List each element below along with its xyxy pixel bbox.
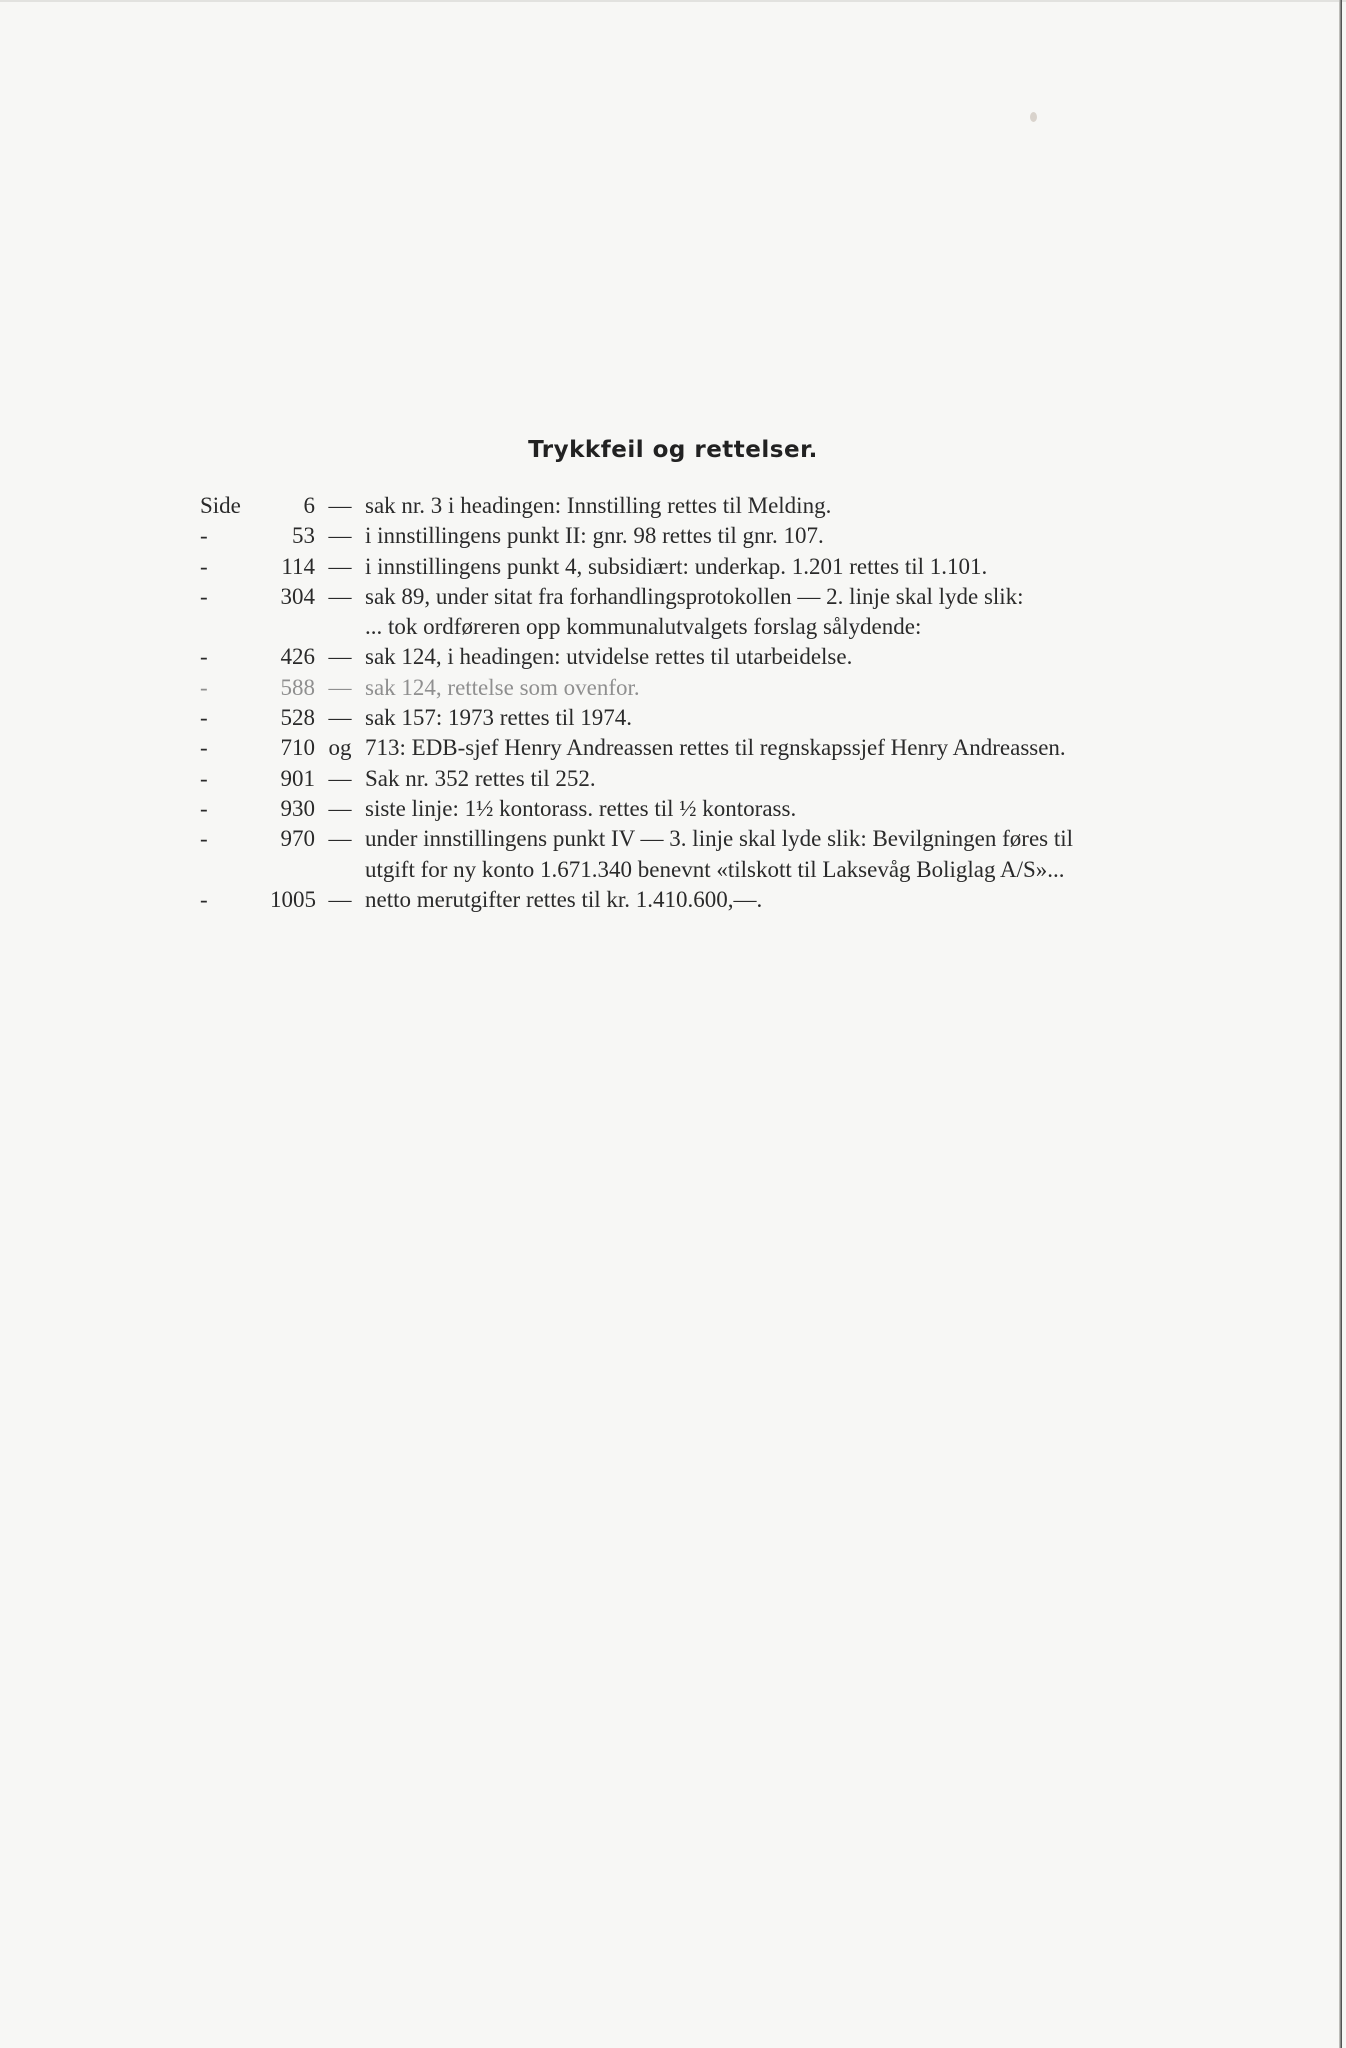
entry-separator: — bbox=[328, 523, 352, 549]
entry-prefix: - bbox=[200, 553, 208, 579]
errata-list bbox=[200, 491, 1260, 915]
errata-entry bbox=[200, 521, 1260, 551]
entry-text: netto merutgifter rettes til kr. 1.410.600,—. bbox=[365, 886, 763, 912]
entry-prefix: - bbox=[200, 735, 208, 761]
entry-page-number: 970 bbox=[280, 826, 315, 852]
errata-entry-continuation bbox=[200, 612, 1260, 642]
entry-separator: — bbox=[328, 493, 352, 518]
entry-text: siste linje: 1½ kontorass. rettes til ½ kontorass. bbox=[365, 795, 797, 821]
entry-page-number: 304 bbox=[280, 583, 315, 609]
entry-prefix: Side bbox=[200, 493, 241, 518]
entry-prefix: - bbox=[200, 523, 208, 549]
entry-prefix: - bbox=[200, 795, 208, 821]
entry-separator: og bbox=[328, 735, 352, 761]
entry-separator: — bbox=[328, 674, 352, 700]
errata-entry bbox=[200, 885, 1260, 915]
entry-page-number: 588 bbox=[280, 674, 315, 700]
entry-prefix: - bbox=[200, 583, 208, 609]
entry-separator: — bbox=[328, 705, 352, 731]
entry-page-number: 6 bbox=[303, 493, 315, 518]
errata-entry bbox=[200, 764, 1260, 794]
entry-page-number: 53 bbox=[292, 523, 315, 549]
errata-entry bbox=[200, 824, 1260, 854]
errata-entry bbox=[200, 673, 1260, 703]
entry-text: i innstillingens punkt II: gnr. 98 rettes til gnr. 107. bbox=[365, 523, 824, 549]
entry-page-number: 901 bbox=[280, 765, 315, 791]
page-right-edge bbox=[1339, 0, 1342, 2048]
entry-text: sak 157: 1973 rettes til 1974. bbox=[365, 705, 633, 731]
errata-entry bbox=[200, 552, 1260, 582]
entry-page-number: 114 bbox=[281, 553, 315, 579]
entry-page-number: 710 bbox=[280, 735, 315, 761]
entry-separator: — bbox=[328, 886, 352, 912]
errata-entry bbox=[200, 733, 1260, 763]
errata-entry bbox=[200, 582, 1260, 612]
entry-text: under innstillingens punkt IV — 3. linje skal lyde slik: Bevilgningen føres til bbox=[365, 826, 1074, 852]
errata-entry bbox=[200, 642, 1260, 672]
errata-entry-continuation bbox=[200, 855, 1260, 885]
entry-prefix: - bbox=[200, 674, 208, 700]
entry-page-number: 426 bbox=[280, 644, 315, 670]
entry-page-number: 528 bbox=[280, 705, 315, 731]
ink-smudge bbox=[1030, 112, 1037, 122]
errata-entry bbox=[200, 703, 1260, 733]
entry-separator: — bbox=[328, 583, 352, 609]
entry-separator: — bbox=[328, 765, 352, 791]
entry-prefix: - bbox=[200, 765, 208, 791]
page-top-edge bbox=[0, 0, 1346, 2]
entry-prefix: - bbox=[200, 705, 208, 731]
entry-text: sak 89, under sitat fra forhandlingsprotokollen — 2. linje skal lyde slik: bbox=[365, 583, 1024, 609]
entry-page-number: 930 bbox=[280, 795, 315, 821]
entry-continuation-text: utgift for ny konto 1.671.340 benevnt «tilskott til Laksevåg Boliglag A/S»... bbox=[365, 856, 1065, 882]
page-title: Trykkfeil og rettelser. bbox=[528, 437, 818, 463]
entry-prefix: - bbox=[200, 644, 208, 670]
entry-separator: — bbox=[328, 644, 352, 670]
entry-text: sak nr. 3 i headingen: Innstilling rettes til Melding. bbox=[365, 493, 832, 518]
entry-continuation-text: ... tok ordføreren opp kommunalutvalgets forslag sålydende: bbox=[365, 614, 922, 640]
entry-prefix: - bbox=[200, 826, 208, 852]
entry-page-number: 1005 bbox=[270, 886, 316, 912]
entry-separator: — bbox=[328, 826, 352, 852]
entry-text: Sak nr. 352 rettes til 252. bbox=[365, 765, 596, 791]
errata-entry bbox=[200, 491, 1260, 521]
entry-text: sak 124, i headingen: utvidelse rettes til utarbeidelse. bbox=[365, 644, 853, 670]
entry-separator: — bbox=[328, 795, 352, 821]
entry-separator: — bbox=[328, 553, 352, 579]
entry-text: sak 124, rettelse som ovenfor. bbox=[365, 674, 640, 700]
entry-prefix: - bbox=[200, 886, 208, 912]
errata-entry bbox=[200, 794, 1260, 824]
entry-text: 713: EDB-sjef Henry Andreassen rettes til regnskapssjef Henry Andreassen. bbox=[365, 735, 1066, 761]
entry-text: i innstillingens punkt 4, subsidiært: underkap. 1.201 rettes til 1.101. bbox=[365, 553, 988, 579]
